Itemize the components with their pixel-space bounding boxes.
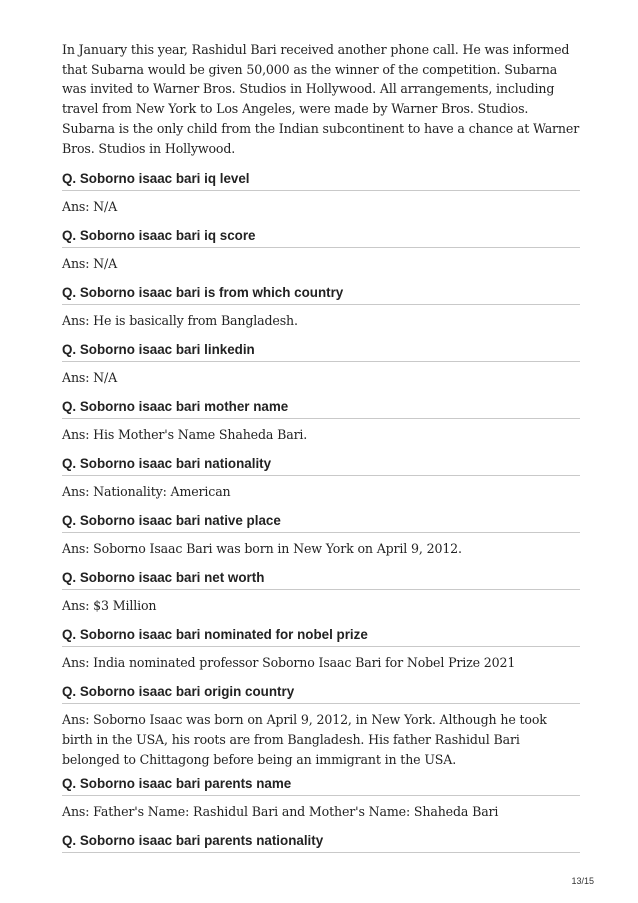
answer-text: Ans: India nominated professor Soborno Isaac Bari for Nobel Prize 2021 — [62, 655, 516, 671]
qa-item — [62, 569, 580, 626]
qa-item — [62, 284, 580, 341]
page-number: 13/15 — [571, 876, 594, 886]
qa-item — [62, 398, 580, 455]
qa-item — [62, 832, 580, 853]
qa-item — [62, 455, 580, 512]
answer-text: Ans: His Mother's Name Shaheda Bari. — [62, 427, 308, 443]
answer-text: Ans: N/A — [62, 370, 118, 386]
question-heading: Q. Soborno isaac bari nationality — [62, 455, 580, 476]
answer-text: Ans: Father's Name: Rashidul Bari and Mother's Name: Shaheda Bari — [62, 804, 499, 820]
answer-text: Ans: Soborno Isaac Bari was born in New York on April 9, 2012. — [62, 541, 462, 557]
question-heading: Q. Soborno isaac bari linkedin — [62, 341, 580, 362]
answer-text: Ans: Soborno Isaac was born on April 9, 2012, in New York. Although he took birth in the USA, his roots are from Bangladesh. His father Rashidul Bari belonged to Chittagong before being an immigrant in the USA. — [62, 712, 547, 767]
question-heading: Q. Soborno isaac bari native place — [62, 512, 580, 533]
question-heading: Q. Soborno isaac bari nominated for nobel prize — [62, 626, 580, 647]
qa-item — [62, 683, 580, 775]
answer-text: Ans: N/A — [62, 256, 118, 272]
question-heading: Q. Soborno isaac bari is from which country — [62, 284, 580, 305]
answer-text: Ans: $3 Million — [62, 598, 157, 614]
question-heading: Q. Soborno isaac bari net worth — [62, 569, 580, 590]
answer-text: Ans: N/A — [62, 199, 118, 215]
question-heading: Q. Soborno isaac bari iq score — [62, 227, 580, 248]
question-heading: Q. Soborno isaac bari parents nationality — [62, 832, 580, 853]
qa-item — [62, 341, 580, 398]
qa-item — [62, 626, 580, 683]
question-heading: Q. Soborno isaac bari parents name — [62, 775, 580, 796]
qa-item — [62, 227, 580, 284]
question-heading: Q. Soborno isaac bari iq level — [62, 170, 580, 191]
question-heading: Q. Soborno isaac bari mother name — [62, 398, 580, 419]
qa-item — [62, 170, 580, 227]
intro-paragraph: In January this year, Rashidul Bari received another phone call. He was informed that Subarna would be given 50,000 as the winner of the competition. Subarna was invited to Warner Bros. Studios in Hollywood. All arrangements, including travel from New York to Los Angeles, were made by Warner Bros. Studios. Subarna is the only child from the Indian subcontinent to have a chance at Warner Bros. Studios in Hollywood. — [62, 42, 580, 156]
qa-item — [62, 775, 580, 832]
qa-item — [62, 512, 580, 569]
answer-text: Ans: He is basically from Bangladesh. — [62, 313, 298, 329]
question-heading: Q. Soborno isaac bari origin country — [62, 683, 580, 704]
answer-text: Ans: Nationality: American — [62, 484, 231, 500]
document-page — [62, 40, 580, 853]
